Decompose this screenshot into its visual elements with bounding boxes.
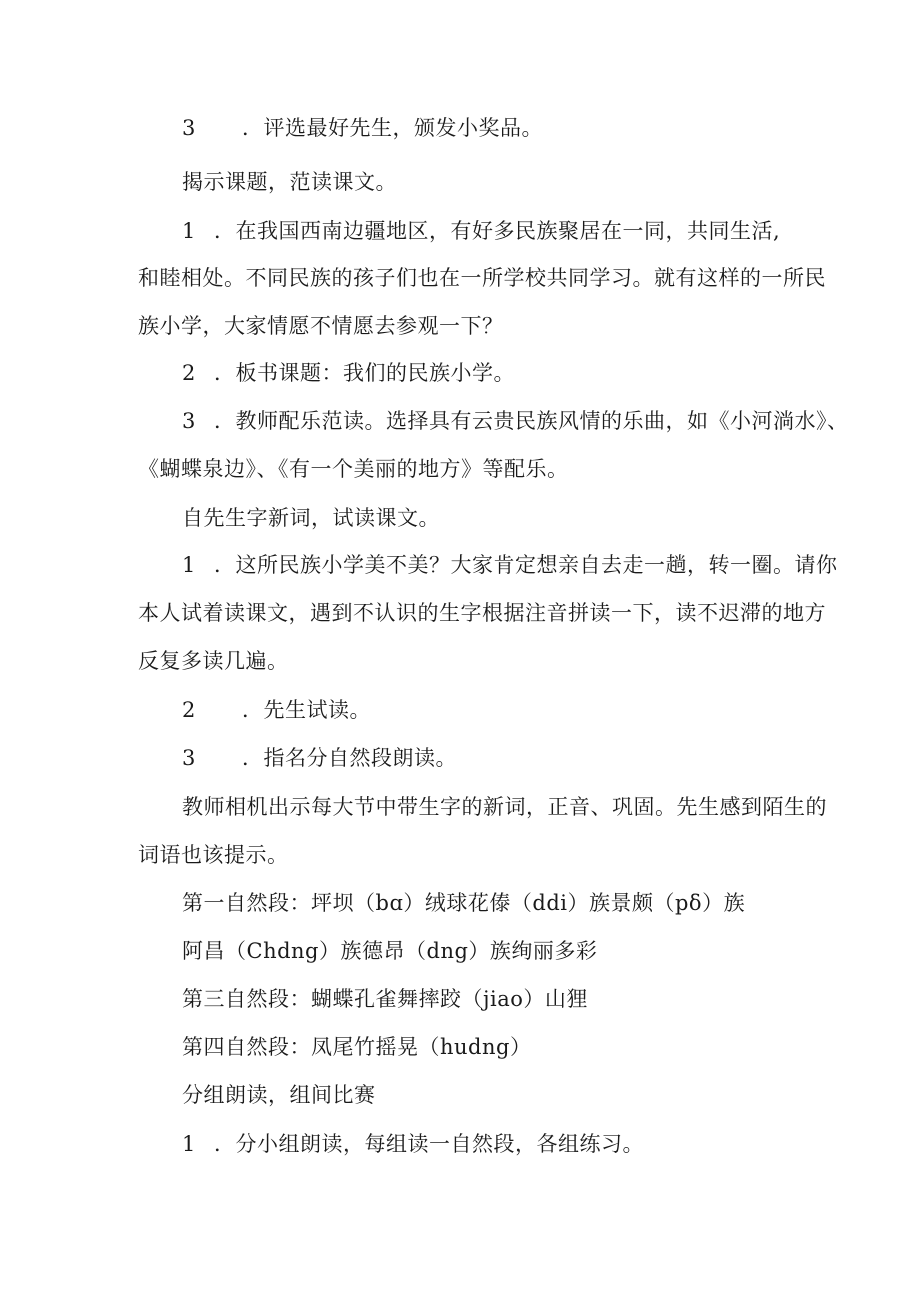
paragraph-line: 族小学，大家情愿不情愿去参观一下？ [138, 314, 504, 338]
paragraph-line: 词语也该提示。 [138, 843, 289, 867]
vocab-line-paragraph-4: 第四自然段：凤尾竹摇晃（hudng） [182, 1035, 532, 1059]
paragraph-line: 和睦相处。不同民族的孩子们也在一所学校共同学习。就有这样的一所民 [138, 266, 826, 290]
section-heading-reveal-topic: 揭示课题，范读课文。 [182, 170, 397, 194]
list-item-1-group [182, 1130, 644, 1158]
item-text: ．板书课题：我们的民族小学。 [214, 361, 515, 385]
paragraph-line: 教师相机出示每大节中带生字的新词，正音、巩固。先生感到陌生的 [182, 795, 827, 819]
item-text: ．这所民族小学美不美？大家肯定想亲自去走一趟，转一圈。请你 [214, 553, 838, 577]
item-number: 2 [182, 698, 196, 722]
list-item-3-selection [182, 114, 543, 142]
list-item-1-intro [182, 217, 780, 245]
vocab-line-paragraph-3: 第三自然段：蝴蝶孔雀舞摔跤（jiao）山狸 [182, 987, 588, 1011]
item-text: ．在我国西南边疆地区，有好多民族聚居在一同，共同生活, [214, 219, 781, 243]
item-text: ．先生试读。 [242, 698, 371, 722]
item-text: ．分小组朗读，每组读一自然段，各组练习。 [214, 1132, 644, 1156]
item-text: ．指名分自然段朗读。 [242, 746, 457, 770]
section-heading-self-study: 自先生字新词，试读课文。 [182, 506, 440, 530]
list-item-1-read [182, 551, 838, 579]
list-item-3-music [182, 407, 849, 435]
item-number: 3 [182, 409, 196, 433]
item-number: 3 [182, 746, 196, 770]
item-text: ．评选最好先生，颁发小奖品。 [242, 116, 543, 140]
item-number: 1 [182, 219, 196, 243]
section-heading-group-reading: 分组朗读，组间比赛 [182, 1083, 376, 1107]
item-number: 2 [182, 361, 196, 385]
list-item-3-named [182, 744, 457, 772]
item-number: 3 [182, 116, 196, 140]
paragraph-line: 《蝴蝶泉边》、《有一个美丽的地方》等配乐。 [138, 457, 569, 481]
item-number: 1 [182, 1132, 196, 1156]
paragraph-line: 反复多读几遍。 [138, 649, 289, 673]
vocab-line-paragraph-1: 第一自然段：坪坝（bɑ）绒球花傣（ddi）族景颇（pδ）族 [182, 891, 746, 915]
item-number: 1 [182, 553, 196, 577]
paragraph-line: 本人试着读课文，遇到不认识的生字根据注音拼读一下，读不迟滞的地方 [138, 601, 826, 625]
list-item-2-board [182, 359, 515, 387]
item-text: ．教师配乐范读。选择具有云贵民族风情的乐曲，如《小河淌水》、 [214, 409, 849, 433]
list-item-2-trial [182, 696, 371, 724]
vocab-line-paragraph-1-cont: 阿昌（Chdng）族德昂（dng）族绚丽多彩 [182, 939, 598, 963]
